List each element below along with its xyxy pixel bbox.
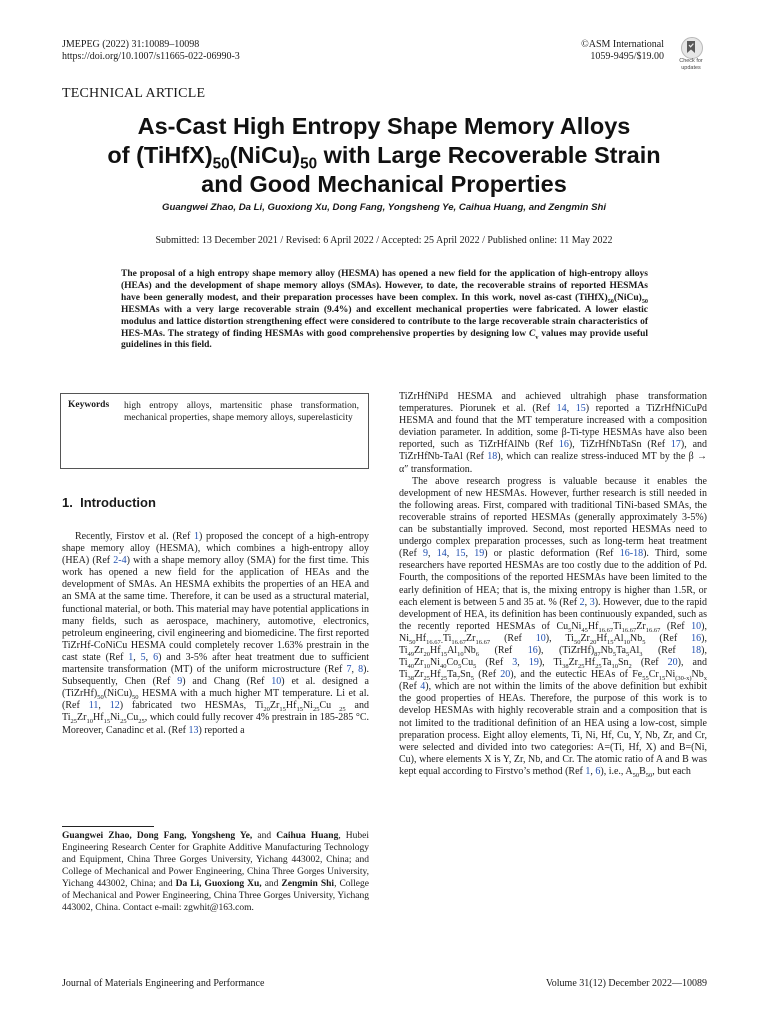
ref-link[interactable]: 8 <box>358 664 364 676</box>
keywords-box <box>60 393 369 469</box>
ref-link[interactable]: 13 <box>188 724 199 736</box>
badge-line1: Check for <box>679 58 703 64</box>
badge-line2: updates <box>681 64 701 71</box>
intro-paragraph-2: TiZrHfNiPd HESMA and achieved ultrahigh phase transformation temperatures. Piorunek et al. (Ref 14, 15) reported a TiZrHfNiCuPd HESMA and found that the MT temperature increased with a composition deviation parameter. In addition, some β-Ti-type HESMAs have also been reported, such as TiZrHfAlNb (Ref 16), TiZrHfNbTaSn (Ref 17), and TiZrHfNb-TaAl (Ref 18), which can realize stress-induced MT by the β → α″ transformation. <box>399 391 708 475</box>
ref-link[interactable]: 1 <box>194 531 199 542</box>
ref-link[interactable]: 12 <box>109 700 120 712</box>
ref-link[interactable]: 9 <box>423 548 428 560</box>
ref-link[interactable]: 16-18 <box>619 548 644 560</box>
ref-link[interactable]: 7 <box>346 664 352 676</box>
ref-link[interactable]: 16 <box>527 644 538 656</box>
ref-link[interactable]: 11 <box>88 700 99 712</box>
ref-link[interactable]: 3 <box>512 657 518 669</box>
ref-link[interactable]: 20 <box>667 657 678 669</box>
ref-link[interactable]: 19 <box>528 657 539 669</box>
footer-journal: Journal of Materials Engineering and Performance <box>62 978 265 989</box>
author-affiliations: Guangwei Zhao, Dong Fang, Yongsheng Ye, and Caihua Huang, Hubei Engineering Research Center for Graphite Additive Manufacturing Technology and Equipment, China Three Gorges University, Yichang 443002, China; and College of Mechanical and Power Engineering, China Three Gorges University, Yichang 443002, China; and Da Li, Guoxiong Xu, and Zengmin Shi, College of Mechanical and Power Engineering, China Three Gorges University, Yichang 443002, China. Contact e-mail: zgwhit@163.com. <box>62 831 370 913</box>
ref-link[interactable]: 18 <box>691 644 702 656</box>
keywords-label: Keywords <box>68 400 110 410</box>
intro-right-column <box>399 391 707 778</box>
ref-link[interactable]: 3 <box>589 596 595 608</box>
ref-link[interactable]: 4 <box>420 681 426 693</box>
publisher-info <box>522 39 664 63</box>
ref-link[interactable]: 1 <box>585 765 591 777</box>
author-list: Guangwei Zhao, Da Li, Guoxiong Xu, Dong Fang, Yongsheng Ye, Caihua Huang, and Zengmin Shi <box>162 202 606 213</box>
ref-link[interactable]: 20 <box>500 669 511 681</box>
title-line-3: and Good Mechanical Properties <box>201 171 567 197</box>
ref-link[interactable]: 6 <box>595 765 601 777</box>
doi-link[interactable]: https://doi.org/10.1007/s11665-022-06990-3 <box>62 51 240 62</box>
journal-header <box>62 39 240 63</box>
journal-citation: JMEPEG (2022) 31:10089–10098 <box>62 39 200 50</box>
check-for-updates-badge[interactable] <box>674 37 708 75</box>
ref-link[interactable]: 17 <box>670 439 681 451</box>
ref-link[interactable]: 14 <box>556 403 567 415</box>
intro-paragraph-1: Recently, Firstov et al. (Ref 1) proposed the concept of a high-entropy shape memory alloy (HESMA), which combines a high-entropy alloy (HEA) (Ref 2-4) with a shape memory alloy (SMA) for the first time. This work has opened a new field for the application of HEAs and the development of SMAs. An HESMA exhibits the properties of an HEA and an SMA at the same time. Therefore, it can be used as a structural material, functional material, or both. This material may have potential applications in many fields, such as aerospace, machinery, automotive, electronics, petroleum engineering, civil engineering and biomedicine. The first reported TiZrHf-CoNiCu HESMA could completely recover 1.63% prestrain in the cast state (Ref 1, 5, 6) and 3-5% after heat treatment due to sufficient martensite transformation (MT) of the uniform microstructure (Ref 7, 8). Subsequently, Chen (Ref 9) and Chang (Ref 10) et al. designed a $(TiZrHf)_{50}(NiCu)_{50}$ HESMA with a much higher MT temperature. Li et al. (Ref 11, 12) fabricated two HESMAs, $Ti_{20}Zr_{15}Hf_{15}Ni_{25}Cu$ $_{25}$ and $Ti_{25}Zr_{10}Hf_{15}Ni_{25}Cu_{25}$, which could fully recover 4% prestrain in 185-285 °C. Moreover, Canadinc et al. (Ref 13) reported a <box>62 531 370 736</box>
ref-link[interactable]: 15 <box>575 403 586 415</box>
ref-link[interactable]: 16 <box>691 632 702 644</box>
section-heading-introduction: 1. Introduction <box>62 495 156 510</box>
ref-link[interactable]: 15 <box>455 548 466 560</box>
ref-link[interactable]: 19 <box>474 548 485 560</box>
footer-volume-page: Volume 31(12) December 2022—10089 <box>545 978 707 989</box>
article-type: TECHNICAL ARTICLE <box>62 86 206 101</box>
ref-link[interactable]: 16 <box>558 439 569 451</box>
footnote-divider <box>62 826 154 827</box>
bookmark-icon <box>686 40 696 54</box>
ref-link[interactable]: 10 <box>535 632 546 644</box>
ref-link[interactable]: 14 <box>436 548 447 560</box>
publisher: ©ASM International <box>581 39 664 50</box>
title-line-1: As-Cast High Entropy Shape Memory Alloys <box>137 113 631 139</box>
ref-link[interactable]: 18 <box>487 451 498 463</box>
ref-link[interactable]: 9 <box>177 676 183 688</box>
paper-title <box>62 112 706 199</box>
ref-link[interactable]: 10 <box>271 676 282 688</box>
ref-link[interactable]: 10 <box>691 620 702 632</box>
keywords-text: high entropy alloys, martensitic phase transformation, mechanical properties, shape memory alloys, superelasticity <box>124 401 359 423</box>
publication-dates: Submitted: 13 December 2021 / Revised: 6 April 2022 / Accepted: 25 April 2022 / Published online: 11 May 2022 <box>155 235 613 246</box>
issn-price: 1059-9495/$19.00 <box>590 51 664 62</box>
ref-link[interactable]: 5 <box>140 651 146 663</box>
intro-paragraph-3: The above research progress is valuable because it enables the development of new HESMAs. However, further research is still needed in the following areas. First, compared with traditional TiNi-based SMAs, the recoverable strains of reported HESMAs (generally approximately 3-5%) can be substantially improved. Second, most reported HESMAs need to undergo complex preparation processes, such as long-term heat treatment (Ref 9, 14, 15, 19) or plastic deformation (Ref 16-18). Third, some researchers have reported HESMAs are too costly due to the addition of Pd. Fourth, the compositions of the reported HESMAs have been limited to the early definition of HEA; that is, the mixing entropy is higher than 1.5R, or each element is between 5 and 35 at. % (Ref 2, 3). However, due to the rapid development of HEA, its definition has been continuously expanded, such as the recently reported HESMAs of $Cu_5Ni_{45}Hf_{16.67}Ti_{16.67}Zr_{16.67}$ (Ref 10), $Ni_{50}Hf_{16.67-}Ti_{16.67}Zr_{16.67}$ (Ref 10), $Ti_{50}Zr_{20}Hf_{15}Al_{10}Nb_5$ (Ref 16), $Ti_{49}Zr_{20}Hf_{15}Al_{10}Nb_6$ (Ref 16), $(TiZrHf)_{87}Nb_5Ta_5Al_3$ (Ref 18), $Ti_{40}Zr_{10}Ni_{40}Co_5Cu_5$ (Ref 3, 19), $Ti_{38}Zr_{25}Hf_{25}Ta_{10}Sn_2$ (Ref 20), and $Ti_{38}Zr_{25}Hf_{25}Ta_7Sn_5$ (Ref 20), and the eutectic HEAs of $Fe_{55}Cr_{15}Ni_{(30-x)}Nb_x$ (Ref 4), which are not within the limits of the above definition but exhibit the good properties of HEAs. Therefore, the purpose of this work is to develop HESMAs with highly recoverable strain and a composition that is not limited to the traditional definition of an HEA using a low-cost, simple preparation process. Eight alloy elements, Ti, Ni, Hf, Cu, Y, Nb, Zr, and Cr, were selected and divided into two categories: A=(Ti, Hf, X) and B=(Ni, Cu), where elements X is Y, Zr, Nb, and Cr. The atomic ratio of A and B was kept equal according to Firstvo’s method (Ref 1, 6), i.e., $A_{50}B_{50}$, but each <box>399 475 708 779</box>
ref-link[interactable]: 1 <box>128 651 134 663</box>
intro-left-column <box>62 531 369 737</box>
title-line-2: of $(TiHfX)_{50}(NiCu)_{50}$ with Large Recoverable Strain <box>107 142 661 173</box>
ref-link[interactable]: 2-4 <box>113 555 127 567</box>
abstract: The proposal of a high entropy shape memory alloy (HESMA) has opened a new field for the application of high-entropy alloys (HEAs) and the development of shape memory alloys (SMAs). However, to date, the recoverable strains of reported HESMAs have been generally modest, and their preparation processes have been complex. In this work, novel as-cast $(TiHfX)_{50}(NiCu)_{50}$ HESMAs with a very large recoverable strain (9.4%) and excellent mechanical properties were fabricated. A lower elastic modulus and lattice distortion strengthening effect were considered to contribute to the large recoverable strain characteristics of HES-MAs. The strategy of finding HESMAs with good comprehensive properties by designing low $C_v$ values may provide useful guidelines in this field. <box>121 269 648 351</box>
ref-link[interactable]: 6 <box>153 651 159 663</box>
ref-link[interactable]: 2 <box>579 596 585 608</box>
